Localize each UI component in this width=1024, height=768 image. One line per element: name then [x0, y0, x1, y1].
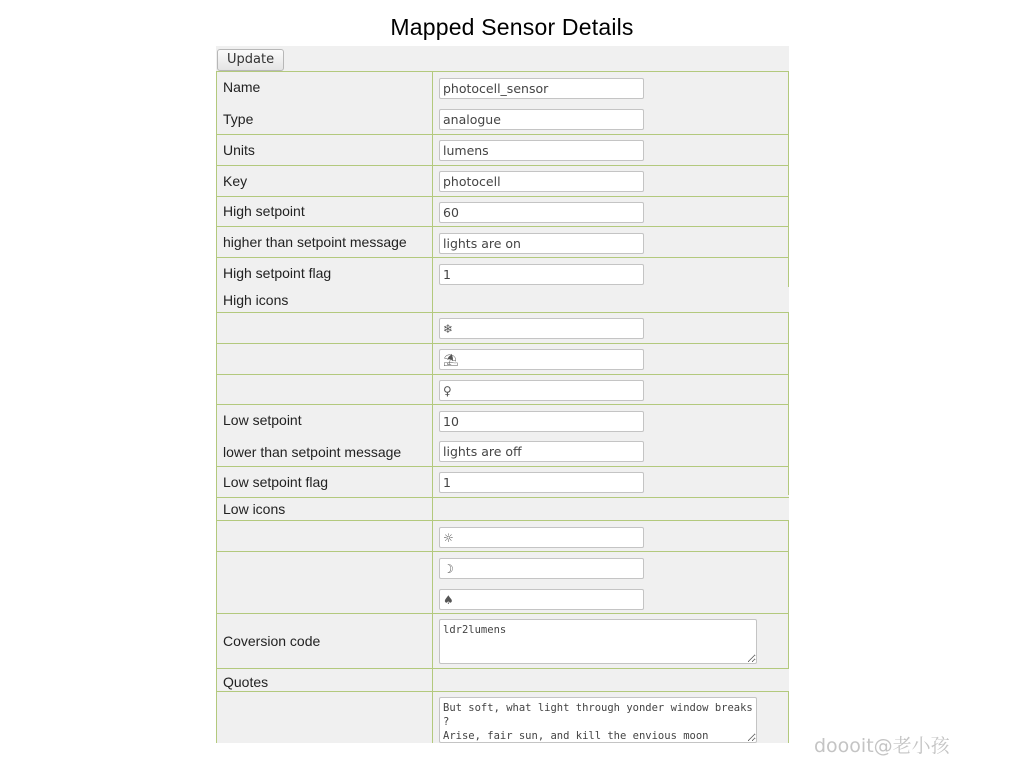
quotes-label: Quotes: [223, 674, 269, 690]
column-border-left: [216, 71, 217, 743]
low-icons-label: Low icons: [223, 501, 286, 517]
high-icon-umbrella-input[interactable]: [439, 349, 644, 370]
high-flag-input[interactable]: [439, 264, 644, 285]
row-divider: [216, 551, 789, 552]
sensor-form: [216, 46, 789, 743]
row-divider: [216, 374, 789, 375]
conversion-code-textarea[interactable]: [439, 619, 757, 664]
low-setpoint-label: Low setpoint: [223, 412, 302, 428]
high-icon-female-input[interactable]: [439, 380, 644, 401]
low-message-label: lower than setpoint message: [223, 444, 402, 460]
row-divider: [216, 691, 789, 692]
row-divider: [216, 196, 789, 197]
row-divider: [216, 668, 789, 669]
column-border-right: [788, 520, 789, 668]
high-icons-label: High icons: [223, 292, 289, 308]
row-divider: [216, 312, 789, 313]
name-label: Name: [223, 79, 261, 95]
name-input[interactable]: [439, 78, 644, 99]
units-input[interactable]: [439, 140, 644, 161]
low-message-input[interactable]: [439, 441, 644, 462]
high-setpoint-label: High setpoint: [223, 203, 305, 219]
high-message-input[interactable]: [439, 233, 644, 254]
update-button[interactable]: Update: [217, 49, 284, 71]
key-input[interactable]: [439, 171, 644, 192]
column-border-right: [788, 312, 789, 495]
row-divider: [216, 497, 789, 498]
type-label: Type: [223, 111, 254, 127]
low-icon-sun-input[interactable]: [439, 527, 644, 548]
low-icon-moon-input[interactable]: [439, 558, 644, 579]
low-flag-input[interactable]: [439, 472, 644, 493]
column-border-right: [788, 691, 789, 743]
units-label: Units: [223, 142, 255, 158]
type-input[interactable]: [439, 109, 644, 130]
low-setpoint-input[interactable]: [439, 411, 644, 432]
row-divider: [216, 520, 789, 521]
page-title: Mapped Sensor Details: [390, 14, 634, 40]
column-divider: [432, 71, 433, 743]
row-divider: [216, 343, 789, 344]
watermark: doooit@老小孩: [814, 735, 950, 757]
row-divider: [216, 226, 789, 227]
low-flag-label: Low setpoint flag: [223, 474, 329, 490]
row-divider: [216, 466, 789, 467]
high-icon-snowflake-input[interactable]: [439, 318, 644, 339]
key-label: Key: [223, 173, 248, 189]
row-divider: [216, 134, 789, 135]
row-divider: [216, 165, 789, 166]
high-setpoint-input[interactable]: [439, 202, 644, 223]
conversion-label: Coversion code: [223, 633, 321, 649]
column-border-right: [788, 71, 789, 287]
high-flag-label: High setpoint flag: [223, 265, 332, 281]
row-divider: [216, 257, 789, 258]
low-icon-spade-input[interactable]: [439, 589, 644, 610]
row-divider: [216, 71, 789, 72]
row-divider: [216, 404, 789, 405]
quotes-textarea[interactable]: [439, 697, 757, 743]
row-divider: [216, 613, 789, 614]
high-message-label: higher than setpoint message: [223, 234, 407, 250]
